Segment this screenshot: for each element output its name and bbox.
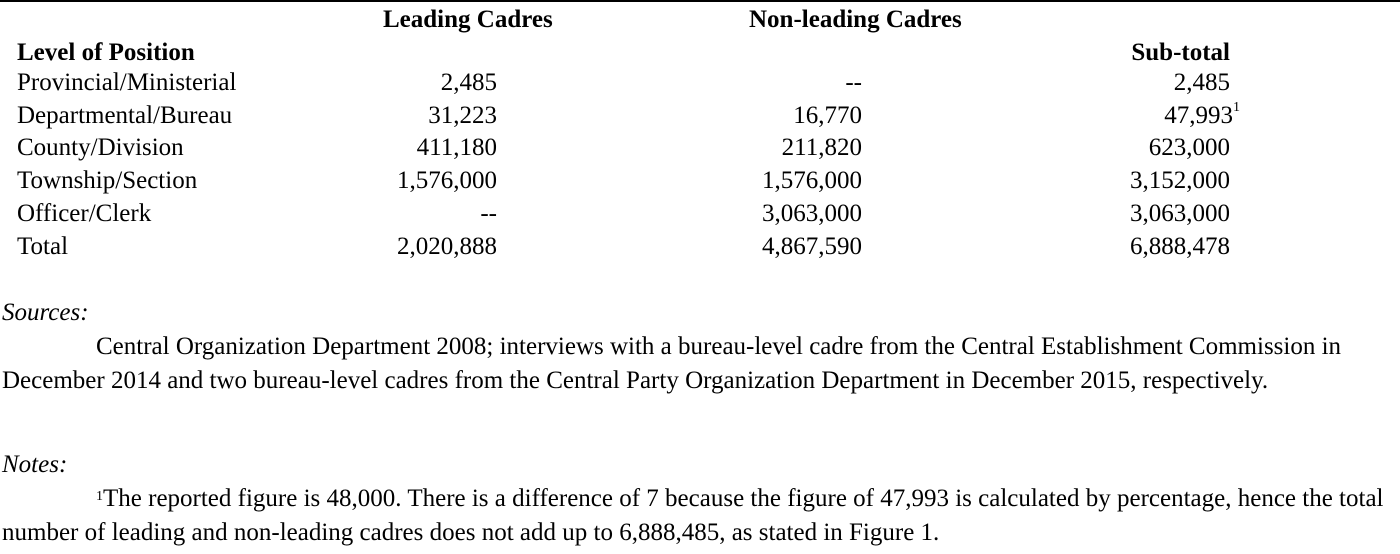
row-nonleading-cell: 1,576,000 [762,167,862,194]
top-rule [0,0,1400,2]
subtotal-value: 47,993 [1164,102,1233,129]
row-level-cell: Departmental/Bureau [17,102,233,129]
row-nonleading-cell: 3,063,000 [762,200,862,227]
row-subtotal-cell: 3,063,000 [1130,200,1230,227]
notes-heading: Notes: [2,451,68,478]
notes-body: The reported figure is 48,000. There is a difference of 7 because the figure of 47,993 is calculated by percentage, hence the total number of leading and non-leading cadres does not add up to 6,888,485, as stated in Figure 1. [2,485,1384,546]
row-leading-cell: 2,020,888 [397,233,497,260]
row-nonleading-cell: 211,820 [781,134,862,161]
row-level-cell: Provincial/Ministerial [17,69,237,96]
row-subtotal-cell [980,100,1240,129]
footnote-marker: 1 [96,489,103,504]
footnote-ref: 1 [1233,100,1240,115]
row-subtotal-cell: 3,152,000 [1130,167,1230,194]
row-level-cell: Township/Section [17,167,198,194]
row-subtotal-cell: 623,000 [1148,134,1230,161]
sources-text: Central Organization Department 2008; interviews with a bureau-level cadre from the Central Establishment Commission in December 2014 and two bureau-level cadres from the Central Party Organization Department in December 2015, respectively. [2,333,1342,394]
notes-text [2,482,1398,550]
row-leading-cell: 1,576,000 [397,167,497,194]
row-level-cell: Officer/Clerk [17,200,152,227]
row-subtotal-cell: 6,888,478 [1130,233,1230,260]
row-nonleading-cell: -- [845,69,862,96]
sources-heading: Sources: [2,299,89,326]
row-level-cell: County/Division [17,134,184,161]
row-level-cell: Total [17,233,69,260]
row-leading-cell: 2,485 [440,69,497,96]
row-nonleading-cell: 16,770 [793,102,862,129]
header-sub-total: Sub-total [1131,39,1230,66]
row-nonleading-cell: 4,867,590 [762,233,862,260]
row-leading-cell: 31,223 [428,102,497,129]
row-leading-cell: -- [480,200,497,227]
header-leading-cadres: Leading Cadres [383,6,553,33]
header-non-leading-cadres: Non-leading Cadres [749,6,962,33]
row-subtotal-cell: 2,485 [1173,69,1230,96]
row-leading-cell: 411,180 [416,134,497,161]
header-level-of-position: Level of Position [17,39,195,66]
